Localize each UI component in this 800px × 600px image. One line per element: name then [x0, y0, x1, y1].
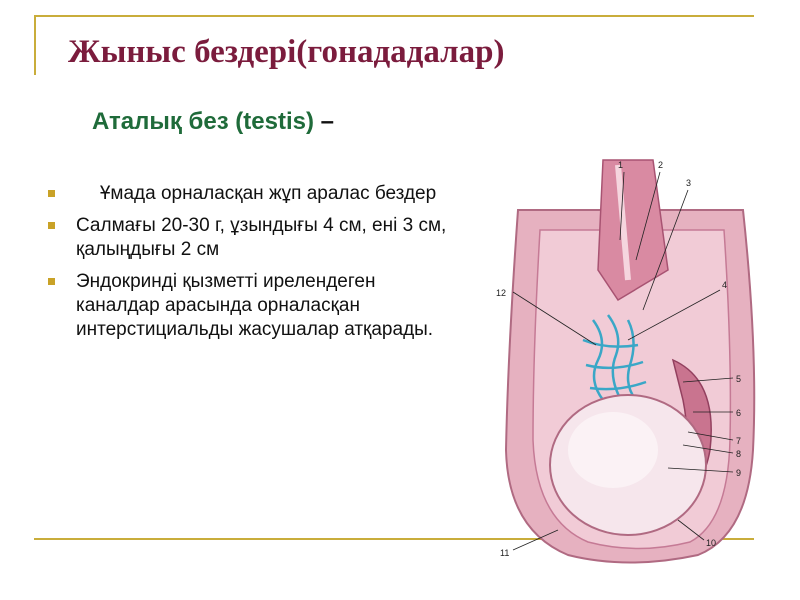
testis-anatomy-illustration [478, 150, 768, 570]
bullet-square-icon [48, 278, 55, 285]
slide-frame-top-line [34, 15, 754, 17]
figure-label-4: 4 [722, 280, 728, 290]
bullet-item [40, 182, 460, 206]
figure-label-6: 6 [736, 408, 742, 418]
figure-label-12: 12 [496, 288, 507, 298]
testis-highlight [568, 412, 658, 488]
subtitle-dash: – [320, 108, 335, 135]
bullet-square-icon [48, 222, 55, 229]
figure-label-3: 3 [686, 178, 692, 188]
bullet-list [40, 182, 460, 350]
slide-title: Жыныс бездері(гонададалар) [68, 34, 505, 70]
figure-label-2: 2 [658, 160, 664, 170]
bullet-text: Салмағы 20-30 г, ұзындығы 4 см, ені 3 см, қалыңдығы 2 см [76, 215, 447, 260]
slide-frame-left-line [34, 15, 36, 75]
bullet-square-icon [48, 190, 55, 197]
figure-label-11: 11 [500, 548, 510, 558]
subtitle-term: Аталық без (testis) [92, 108, 314, 135]
bullet-item [40, 270, 460, 342]
figure-label-1: 1 [618, 160, 624, 170]
figure-label-8: 8 [736, 449, 742, 459]
slide-subtitle [92, 108, 334, 136]
bullet-text: Эндокринді қызметті ирелендеген каналдар арасында орналасқан интерстициальды жасушалар атқарады. [76, 271, 434, 340]
bullet-item [40, 214, 460, 262]
figure-label-7: 7 [736, 436, 742, 446]
figure-label-9: 9 [736, 468, 742, 478]
figure-label-10: 10 [706, 538, 717, 548]
bullet-text: Ұмада орналасқан жұп аралас бездер [99, 183, 437, 204]
figure-label-5: 5 [736, 374, 742, 384]
